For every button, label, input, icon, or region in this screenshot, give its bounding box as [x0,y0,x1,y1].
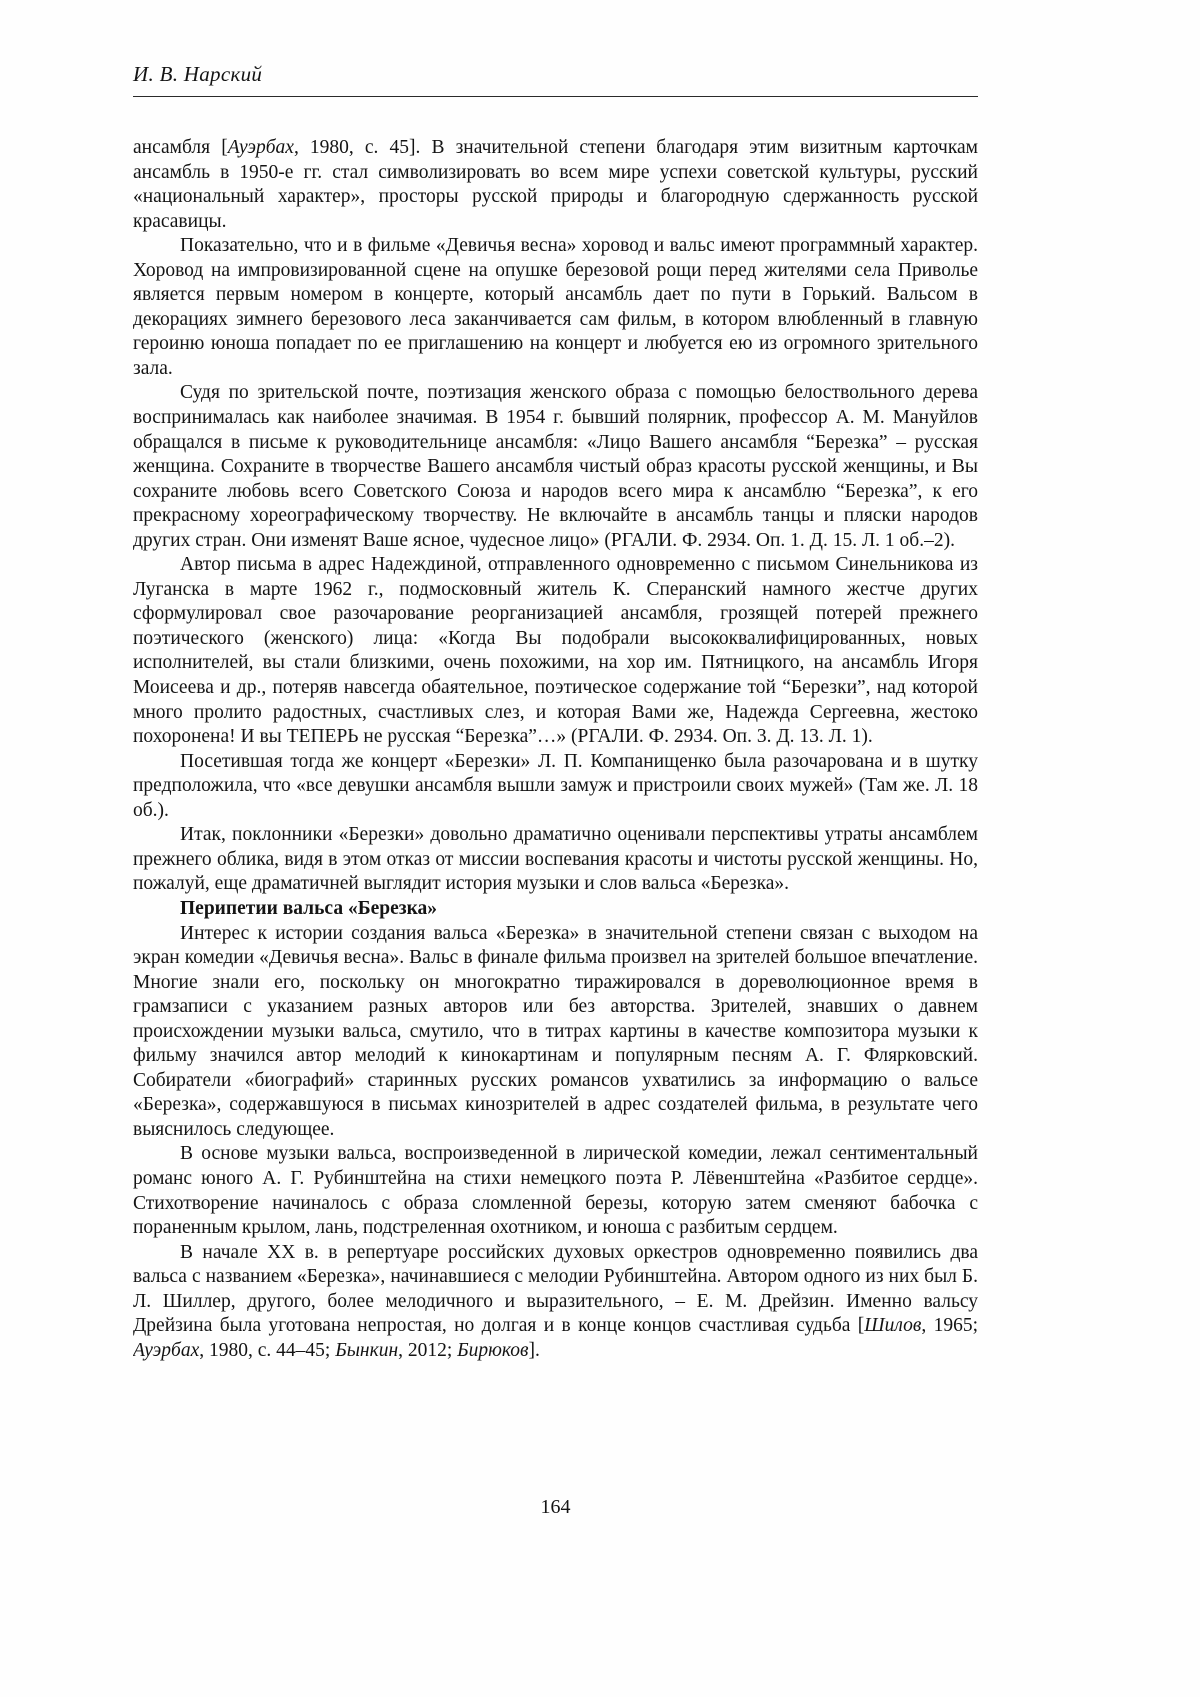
paragraph [133,750,978,824]
citation-author-italic: Ауэрбах [133,1339,200,1361]
section-heading [133,897,978,922]
paragraph [133,136,978,234]
paragraph [133,234,978,381]
text-run: Посетившая тогда же концерт «Березки» Л. П. Компанищенко была разочарована и в шутку предположила, что «все девушки ансамбля вышли замуж и пристроили своих мужей» (Там же. Л. 18 об.). [133,750,978,821]
text-run: В начале XX в. в репертуаре российских духовых оркестров одновременно появились два вальса с названием «Березка», начинавшиеся с мелодии Рубинштейна. Автором одного из них был Б. Л. Шиллер, другого, более мелодичного и выразительного, – Е. М. Дрейзин. Именно вальсу Дрейзина была уготована непростая, но долгая и в конце концов счастливая судьба [ [133,1241,978,1337]
citation-author-italic: Ауэрбах [227,137,294,158]
paragraph [133,922,978,1143]
citation-author-italic: Шилов [864,1315,922,1337]
page-number: 164 [540,1496,571,1518]
text-run: Интерес к истории создания вальса «Березка» в значительной степени связан с выходом на экран комедии «Девичья весна». Вальс в финале фильма произвел на зрителей большое впечатление. Многие знали его, поскольку он многократно тиражировался в дореволюционное время в грамзаписи с указанием разных авторов или без авторства. Зрителей, знавших о давнем происхождении музыки вальса, смутило, что в титрах картины в качестве композитора музыки к фильму значился автор мелодий к кинокартинам и популярным песням А. Г. Флярковский. Собиратели «биографий» старинных русских романсов ухватились за информацию о вальсе «Березка», содержавшуюся в письмах кинозрителей в адрес создателей фильма, в результате чего выяснилось следующее. [133,922,978,1140]
running-header-author: И. В. Нарский [133,62,263,86]
text-run: , 1980, с. 44–45; [199,1339,336,1361]
citation-author-italic: Бирюков [457,1339,529,1361]
text-run: В основе музыки вальса, воспроизведенной в лирической комедии, лежал сентиментальный романс юного А. Г. Рубинштейна на стихи немецкого поэта Р. Лёвенштейна «Разбитое сердце». Стихотворение начиналось с образа сломленной березы, которую затем сменяют бабочка с пораненным крылом, лань, подстреленная охотником, и юноша с разбитым сердцем. [133,1143,978,1239]
paragraph [133,553,978,749]
text-run: Судя по зрительской почте, поэтизация женского образа с помощью белоствольного дерева воспринималась как наиболее значимая. В 1954 г. бывший полярник, профессор А. М. Мануйлов обращался в письме к руководительнице ансамбля: «Лицо Вашего ансамбля “Березка” – русская женщина. Сохраните в творчестве Вашего ансамбля чистый образ красоты русской женщины, и Вы сохраните любовь всего Советского Союза и народов всего мира к ансамблю “Березка”, к его прекрасному хореографическому творчеству. Не включайте в ансамбль танцы и пляски народов других стран. Они изменят Ваше ясное, чудесное лицо» (РГАЛИ. Ф. 2934. Оп. 1. Д. 15. Л. 1 об.–2). [133,382,978,551]
header-rule [133,96,978,97]
text-run: Показательно, что и в фильме «Девичья весна» хоровод и вальс имеют программный характер. Хоровод на импровизированной сцене на опушке березовой рощи перед жителями села Приволье является первым номером в концерте, который ансамбль дает по пути в Горький. Вальсом в декорациях зимнего березового леса заканчивается сам фильм, в котором влюбленный в главную героиню юноша попадает по ее приглашению на концерт и любуется ею из огромного зрительного зала. [133,235,978,379]
body-text [133,136,978,1436]
text-run: ]. [528,1339,540,1361]
text-run: , 1965; [921,1315,978,1337]
paragraph [133,823,978,897]
paragraph [133,1142,978,1240]
text-run: ансамбля [ [133,137,228,158]
citation-author-italic: Бынкин [335,1339,399,1361]
text-run: Автор письма в адрес Надеждиной, отправленного одновременно с письмом Синельникова из Луганска в марте 1962 г., подмосковный житель К. Сперанский намного жестче других сформулировал свое разочарование реорганизацией ансамбля, грозящей потерей прежнего поэтического (женского) лица: «Когда Вы подобрали высококвалифицированных, новых исполнителей, вы стали близкими, очень похожими, на хор им. Пятницкого, на ансамбль Игоря Моисеева и др., потеряв навсегда обаятельное, поэтическое содержание той “Березки”, над которой много пролито радостных, счастливых слез, и которая Вами же, Надежда Сергеевна, жестоко похоронена! И вы ТЕПЕРЬ не русская “Березка”…» (РГАЛИ. Ф. 2934. Оп. 3. Д. 13. Л. 1). [133,554,978,748]
paragraph [133,1241,978,1364]
paragraph [133,381,978,553]
text-run: Итак, поклонники «Березки» довольно драматично оценивали перспективы утраты ансамблем прежнего облика, видя в этом отказ от миссии воспевания красоты и чистоты русской женщины. Но, пожалуй, еще драматичней выглядит история музыки и слов вальса «Березка». [133,824,978,895]
text-run: Перипетии вальса «Березка» [180,897,438,919]
text-run: , 2012; [398,1339,458,1361]
text-run: , 1980, с. 45]. В значительной степени благодаря этим визитным карточкам ансамбль в 1950-е гг. стал символизировать во всем мире успехи советской культуры, русский «национальный характер», просторы русской природы и благородную сдержанность русской красавицы. [133,137,978,232]
